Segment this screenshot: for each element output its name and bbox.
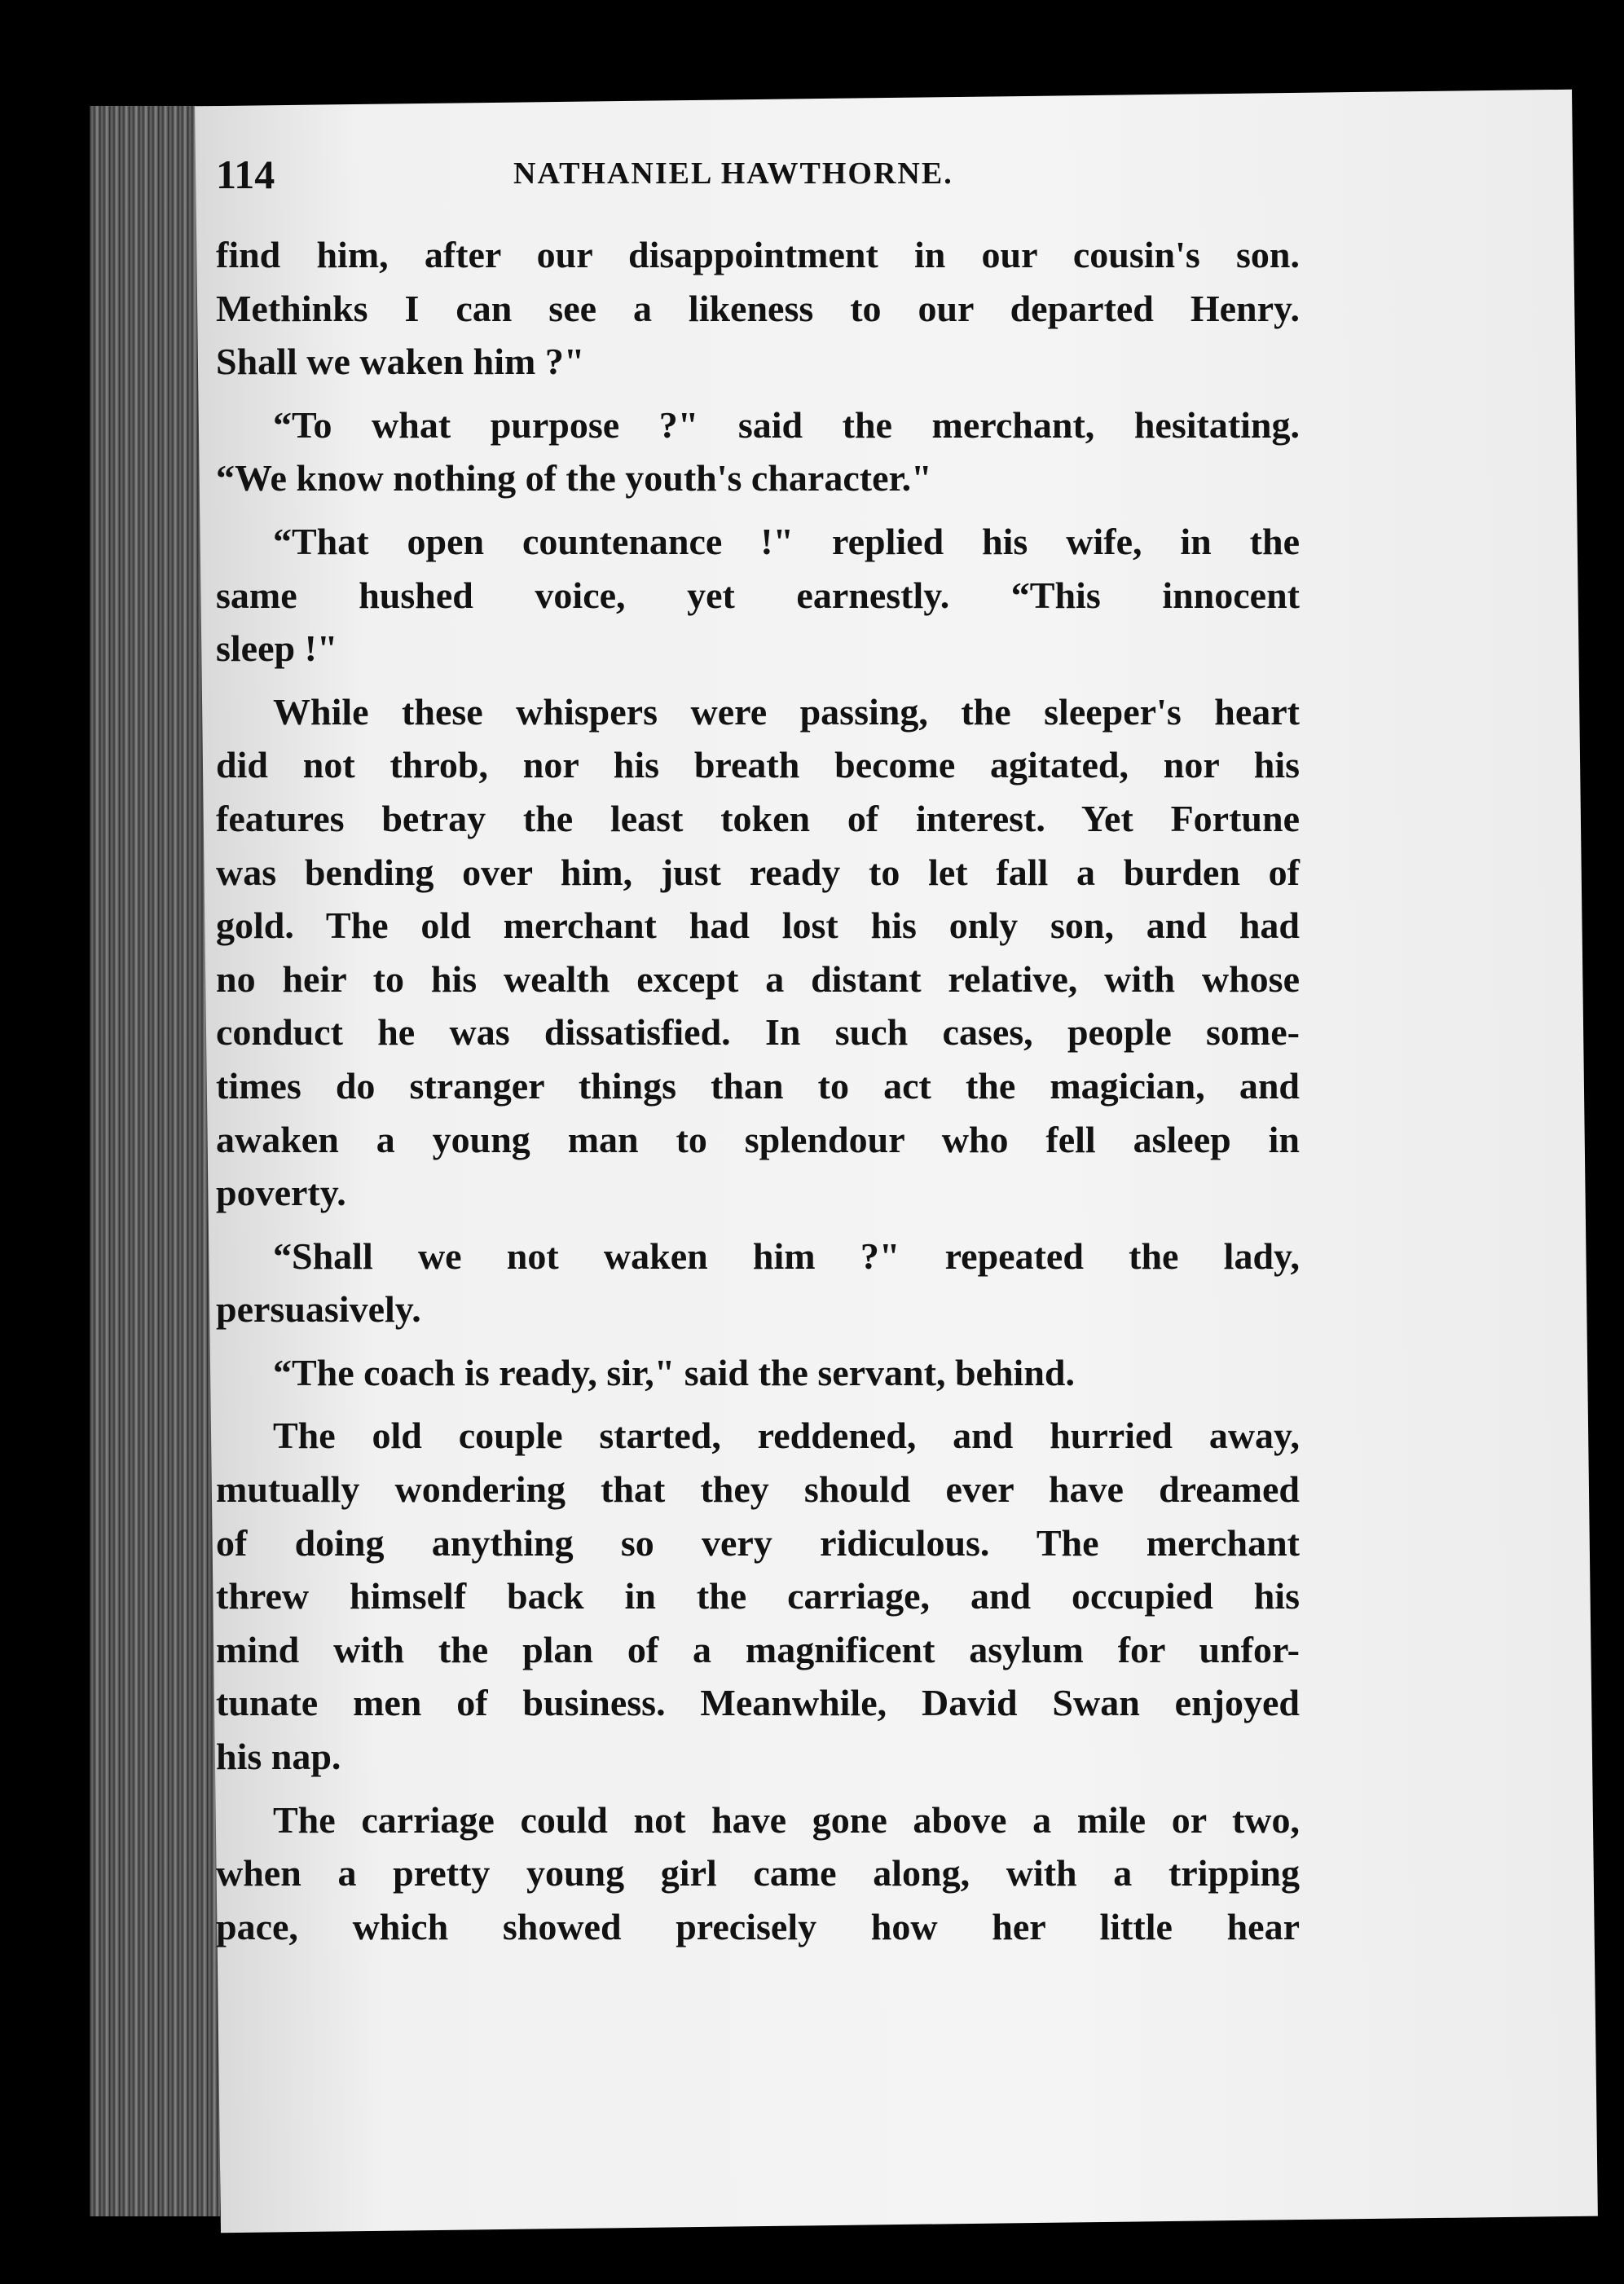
text-line: gold. The old merchant had lost his only son, and had: [216, 904, 1300, 947]
text-line: sleep !": [216, 627, 338, 670]
text-line: of doing anything so very ridiculous. The merchant: [216, 1521, 1300, 1564]
text-line: “We know nothing of the youth's character.": [216, 457, 932, 499]
text-line: The old couple started, reddened, and hurried away,: [273, 1415, 1300, 1457]
text-line: no heir to his wealth except a distant relative, with whose: [216, 957, 1300, 1000]
running-head: [216, 143, 1275, 208]
text-line: persuasively.: [216, 1288, 421, 1331]
text-line: While these whispers were passing, the sleeper's heart: [273, 690, 1300, 733]
text-line: tunate men of business. Meanwhile, David Swan enjoyed: [216, 1682, 1300, 1724]
text-line: Shall we waken him ?": [216, 341, 585, 383]
text-line: when a pretty young girl came along, with a tripping: [216, 1852, 1300, 1895]
text-line: Methinks I can see a likeness to our departed Henry.: [216, 287, 1300, 329]
text-line: his nap.: [216, 1736, 341, 1778]
text-line: “Shall we not waken him ?" repeated the lady,: [273, 1234, 1300, 1277]
text-line: same hushed voice, yet earnestly. “This innocent: [216, 574, 1300, 616]
text-line: mind with the plan of a magnificent asylum for unfor-: [216, 1628, 1300, 1670]
page-number: 114: [216, 152, 275, 197]
running-title: NATHANIEL HAWTHORNE.: [513, 156, 953, 191]
text-line: mutually wondering that they should ever have dreamed: [216, 1468, 1300, 1511]
body-text: [216, 228, 1300, 1953]
text-line: awaken a young man to splendour who fell asleep in: [216, 1118, 1300, 1160]
text-line: poverty.: [216, 1172, 346, 1214]
text-line: find him, after our disappointment in our cousin's son.: [216, 234, 1300, 275]
text-line: was bending over him, just ready to let fall a burden of: [216, 851, 1300, 893]
text-line: The carriage could not have gone above a mile or two,: [273, 1798, 1300, 1841]
text-line: did not throb, nor his breath become agitated, nor his: [216, 744, 1300, 786]
text-line: features betray the least token of interest. Yet Fortune: [216, 797, 1300, 839]
text-line: “The coach is ready, sir," said the servant, behind.: [273, 1351, 1075, 1393]
text-line: threw himself back in the carriage, and occupied his: [216, 1575, 1300, 1617]
text-line: “To what purpose ?" said the merchant, hesitating.: [273, 403, 1300, 446]
text-line: times do stranger things than to act the magician, and: [216, 1064, 1300, 1107]
text-line: pace, which showed precisely how her little hear: [216, 1905, 1300, 1947]
text-line: “That open countenance !" replied his wife, in the: [273, 520, 1300, 562]
text-line: conduct he was dissatisfied. In such cases, people some-: [216, 1011, 1300, 1054]
